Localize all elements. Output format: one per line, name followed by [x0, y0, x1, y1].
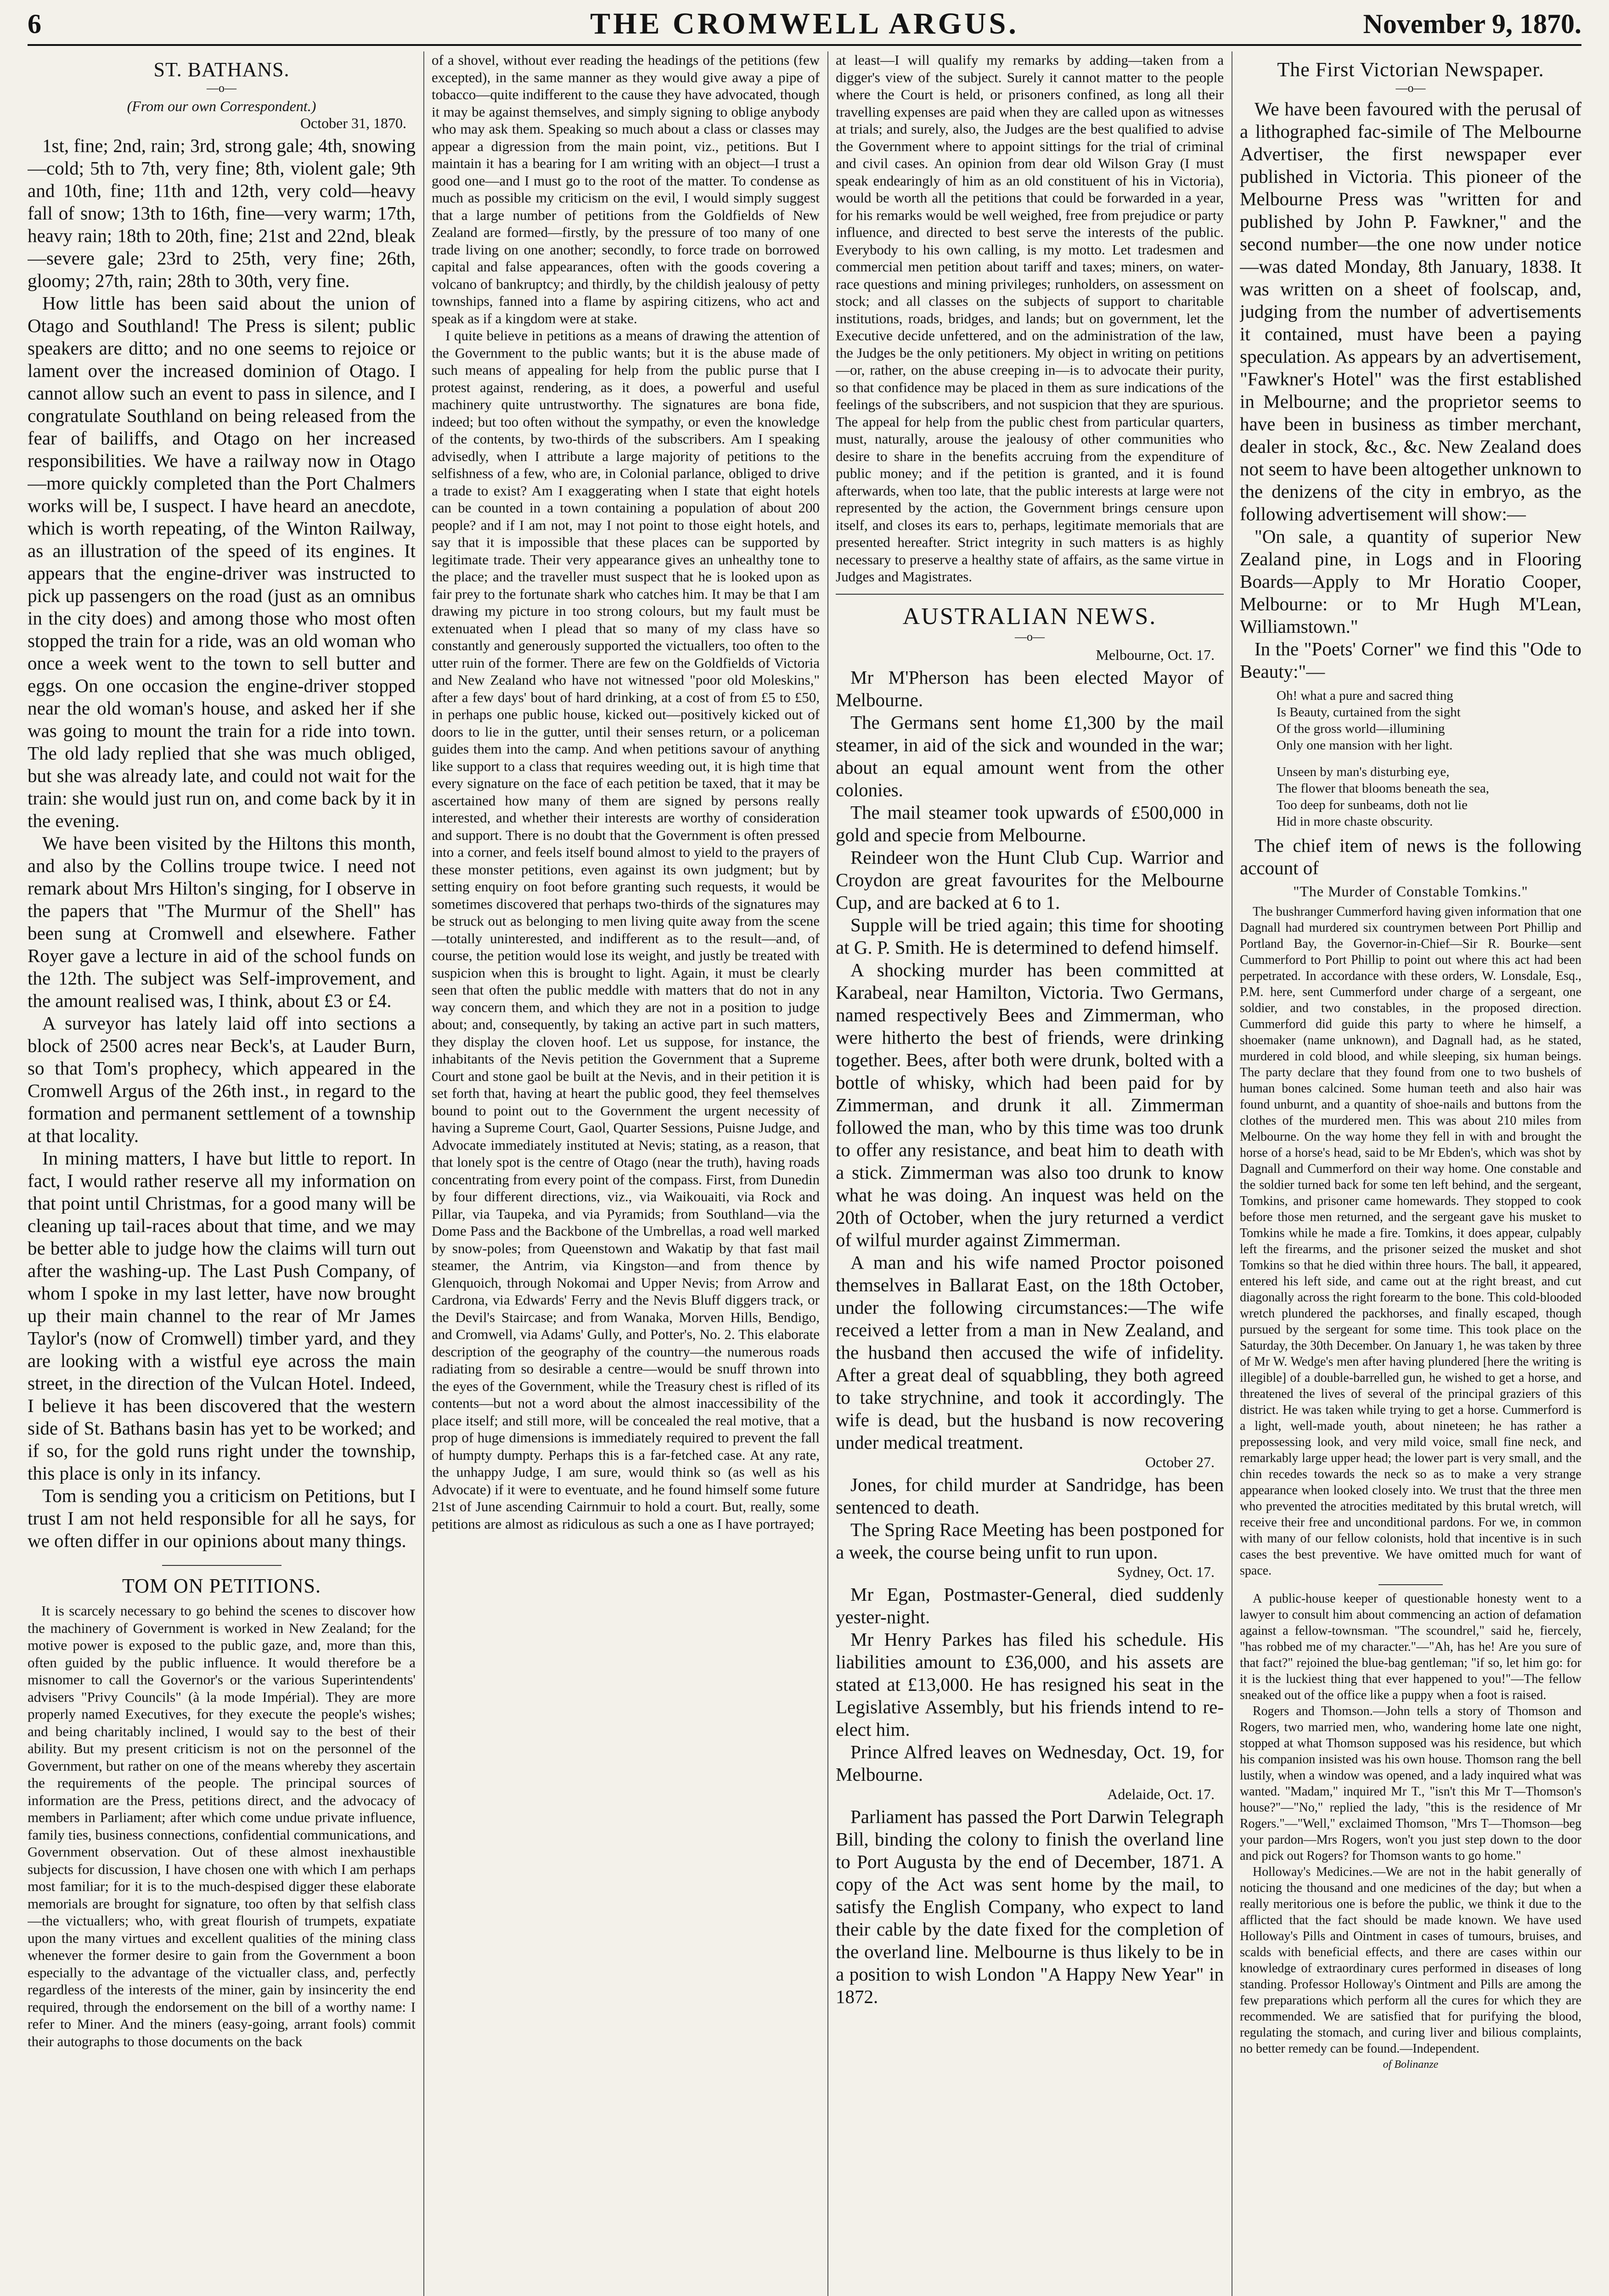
page-number: 6 — [28, 9, 41, 39]
paragraph: 1st, fine; 2nd, rain; 3rd, strong gale; 4th, snowing—cold; 5th to 7th, very fine; 8th, violent gale; 9th and 10th, fine; 11th and 12th, very cold—heavy fall of snow; 13th to 16th, fine—very warm; 17th, heavy rain; 18th to 20th, fine; 21st and 22nd, bleak—severe gale; 23rd to 25th, very fine; 26th, gloomy; 27th, rain; 28th to 30th, very fine. — [28, 135, 416, 291]
news-item: Parliament has passed the Port Darwin Telegraph Bill, binding the colony to finish the overland line to Port Augusta by the end of December, 1871. A copy of the Act was sent home by the mail, to satisfy the English Company, who expect to land their cable by the date fixed for the completion of the overland line. Melbourne is thus likely to be in a position to wish London "A Happy New Year" in 1872. — [836, 1806, 1224, 2007]
column-2 — [432, 51, 820, 2296]
news-item: Supple will be tried again; this time for shooting at G. P. Smith. He is determined to defend himself. — [836, 914, 1224, 958]
poem — [1277, 687, 1581, 830]
article-heading-st-bathans: ST. BATHANS. — [153, 58, 290, 81]
dateline: Adelaide, Oct. 17. — [1107, 1785, 1215, 1802]
news-item: The Germans sent home £1,300 by the mail steamer, in aid of the sick and wounded in the war; about an equal amount went from the other colonies. — [836, 711, 1224, 800]
poem-line: Of the gross world—illumining — [1277, 721, 1445, 736]
news-item: Mr Egan, Postmaster-General, died suddenly yester-night. — [836, 1583, 1224, 1627]
news-item: The Spring Race Meeting has been postponed for a week, the course being unfit to run upon. — [836, 1519, 1224, 1563]
paragraph: A public-house keeper of questionable honesty went to a lawyer to consult him about commencing an action of defamation against a fellow-townsman. "The scoundrel," said he, fiercely, "has robbed me of my character."—"Ah, has he! Are you sure of that fact?" rejoined the blue-bag gentleman; "if so, let him go: for it is the luckiest thing that ever happened to you!"—The fellow sneaked out of the office like a puppy when a foot is raised. — [1240, 1592, 1581, 1702]
poem-line: Oh! what a pure and sacred thing — [1277, 688, 1453, 703]
paragraph: of a shovel, without ever reading the headings of the petitions (few excepted), in the same manner as they would give away a pipe of tobacco—quite indifferent to the cause they have advocated, though it may be against themselves, and simply signing to oblige anybody who may ask them. Speaking so much about a class or classes may appear a digression from the main point, viz., petitions. But I maintain it has a bearing for I am writing with an object—I trust a good one—and I must go to the root of the matter. To condense as much as possible my criticism on the evil, I would simply suggest that a large number of petitions from the Goldfields of New Zealand are formed—firstly, by the pressure of too many of one trade living on one another; secondly, to force trade on borrowed capital and false appearances, often with the goods covering a volcano of bankruptcy; and thirdly, by the childish jealousy of petty townships, fanned into a flame by aspiring citizens, who act and speak as if a kingdom were at stake. — [432, 52, 820, 326]
heading-ornament: —o— — [1015, 630, 1045, 643]
paragraph: Rogers and Thomson.—John tells a story of Thomson and Rogers, two married men, who, wandering home late one night, stopped at what Thomson supposed was his residence, but which his companion insisted was his own house. Thomson rang the bell lustily, when a window was opened, and a lady inquired what was wanted. "Madam," inquired Mr T., "isn't this Mr T—Thomson's house?"—"No," replied the lady, "this is the residence of Mr Rogers."—"Well," exclaimed Thomson, "Mrs T—Thomson—beg your pardon—Mrs Rogers, won't you just step down to the door and pick out Rogers? for Thomson wants to go home." — [1240, 1704, 1581, 1863]
paragraph: The bushranger Cummerford having given information that one Dagnall had murdered six countrymen between Port Phillip and Portland Bay, the Governor-in-Chief—Sir R. Bourke—sent Cummerford to Port Phillip to point out where this act had been perpetrated. In accordance with these orders, W. Lonsdale, Esq., P.M. here, sent Cummerford under charge of a sergeant, one soldier, and two constables, in the proposed direction. Cummerford did guide this party to where he himself, a shoemaker (name unknown), and Dagnall had, as he stated, murdered in cold blood, and while sleeping, six human beings. The party declare that they found from one to two bushels of human bones calcined. Some human teeth and also hair was found unburnt, and a quantity of shoe-nails and buttons from the clothes of the murdered men. This was about 210 miles from Melbourne. On the way home they fell in with and brought the horse of a horse's head, said to be Mr Ebden's, which was shot by Dagnall and Cummerford on their way home. One constable and the soldier turned back for some ten left behind, and the sergeant, Tomkins, and prisoner came homewards. They stopped to cook before those men returned, and the sergeant gave his musket to Tomkins while he made a fire. Tomkins, it does appear, culpably left the firearms, and the prisoner seized the musket and shot Tomkins so that he died within three hours. The ball, it appeared, entered his left side, and came out at the right breast, and cut diagonally across the right forearm to the bone. This cold-blooded wretch plundered the packhorses, and finally escaped, though pursued by the sergeant for some time. This took place on the Saturday, the 30th December. On January 1, he was taken by three of Mr W. Wedge's men after having plundered [here the writing is illegible] of a double-barrelled gun, he wished to get a horse, and threatened the lives of several of the principal graziers of this district. He was taken while trying to get a horse. Cummerford is a light, well-made youth, about nineteen; he has rather a prepossessing look, and very mild voice, small fine neck, and remarkably large upper head; the lower part is very small, and the chin recedes towards the neck so as to make a very strange appearance when looked closely into. We trust that the three men who prevented the atrocities meditated by this brutal wretch, will receive their free and unconditional pardons. For we, in common with many of our fellow colonists, hold that incentive is in such cases the best preventive. We have omitted much for want of space. — [1240, 905, 1581, 1578]
paragraph: The chief item of news is the following account of — [1240, 835, 1581, 878]
dateline: October 27. — [1145, 1453, 1215, 1470]
column-4 — [1240, 51, 1581, 2296]
article-heading-tom-on-petitions: TOM ON PETITIONS. — [122, 1575, 321, 1597]
article-heading-first-victorian-newspaper: The First Victorian Newspaper. — [1277, 58, 1544, 81]
section-divider — [836, 594, 1224, 595]
news-item: Prince Alfred leaves on Wednesday, Oct. 19, for Melbourne. — [836, 1741, 1224, 1785]
paragraph: Holloway's Medicines.—We are not in the habit generally of noticing the thousand and one medicines of the day; but when a really meritorious one is before the public, we think it due to the afflicted that the fact should be made known. We have used Holloway's Pills and Ointment in cases of tumours, bruises, and scalds with beneficial effects, and there are cases within our knowledge of extraordinary cures performed in diseases of long standing. Professor Holloway's Ointment and Pills are among the few preparations which perform all the cures for which they are recommended. We are satisfied that for purifying the blood, regulating the stomach, and curing liver and bilious complaints, no better remedy can be found.—Independent. — [1240, 1865, 1581, 2056]
masthead — [28, 5, 1581, 46]
footer-scrap: of Bolinanze — [1383, 2059, 1439, 2071]
news-item: A shocking murder has been committed at Karabeal, near Hamilton, Victoria. Two Germans, named respectively Bees and Zimmerman, who were hitherto the best of friends, were drinking together. Bees, after both were drunk, bolted with a bottle of whisky, which had been paid for by Zimmerman, and drunk it all. Zimmerman followed the man, who by this time was too drunk to offer any resistance, and beat him to death with a stick. Zimmerman was also too drunk to know what he was doing. An inquest was held on the 20th of October, when the jury returned a verdict of wilful murder against Zimmerman. — [836, 959, 1224, 1250]
paragraph: We have been favoured with the perusal of a lithographed fac-simile of The Melbourne Advertiser, the first newspaper ever published in Victoria. This pioneer of the Melbourne Press was "written for and published by John P. Fawkner," and the second number—the one now under notice—was dated Monday, 8th January, 1838. It was written on a sheet of foolscap, and, judging from the number of advertisements it contained, must have been a paying speculation. As appears by an advertisement, "Fawkner's Hotel" was the first established in Melbourne; and the proprietor seems to have been in business as timber merchant, dealer in stock, &c., &c. New Zealand does not seem to have been altogether unknown to the denizens of the city in embryo, as the following advertisement will show:— — [1240, 98, 1581, 524]
paragraph: Tom is sending you a criticism on Petitions, but I trust I am not held responsible for all he says, for we often differ in our opinions about many things. — [28, 1485, 416, 1551]
poem-line: Too deep for sunbeams, doth not lie — [1277, 798, 1468, 812]
news-item: Reindeer won the Hunt Club Cup. Warrior and Croydon are great favourites for the Melbourne Cup, and are backed at 6 to 1. — [836, 846, 1224, 913]
paragraph: In the "Poets' Corner" we find this "Ode to Beauty:"— — [1240, 638, 1581, 682]
poem-line: Only one mansion with her light. — [1277, 738, 1453, 753]
issue-date: November 9, 1870. — [1363, 9, 1581, 39]
poem-line: Unseen by man's disturbing eye, — [1277, 765, 1450, 779]
section-divider — [162, 1565, 281, 1566]
paragraph: We have been visited by the Hiltons this month, and also by the Collins troupe twice. I need not remark about Mrs Hilton's singing, for I observe in the papers that "The Murmur of the Shell" has been sung at Cromwell and elsewhere. Father Royer gave a lecture in aid of the school funds on the 12th. The subject was Self-improvement, and the amount realised was, I think, about £3 or £4. — [28, 833, 416, 1011]
article-heading-australian-news: AUSTRALIAN NEWS. — [902, 603, 1157, 630]
news-item: A man and his wife named Proctor poisoned themselves in Ballarat East, on the 18th October, under the following circumstances:—The wife received a letter from a man in New Zealand, and the husband then accused the wife of infidelity. After a great deal of squabbling, they both agreed to take strychnine, and took it accordingly. The wife is dead, but the husband is now recovering under medical treatment. — [836, 1251, 1224, 1453]
paragraph: How little has been said about the union of Otago and Southland! The Press is silent; public speakers are ditto; and no one seems to rejoice or lament over the increased dominion of Otago. I cannot allow such an event to pass in silence, and I congratulate Southland on being released from the fear of bailiffs, and Otago on her increased responsibilities. We have a railway now in Otago—more quickly completed than the Port Chalmers works will be, I suspect. I have heard an anecdote, which is worth repeating, of the Winton Railway, as an illustration of the speed of its engines. It appears that the engine-driver was instructed to pick up passengers on the road (just as an omnibus in the city does) and among those who most often stopped the train for a ride, was an old woman who once a week went to the town to sell butter and eggs. On one occasion the engine-driver stopped near the old woman's house, and asked her if she was going to mount the train for a ride into town. The old lady replied that she was much obliged, but she was already late, and could not wait for the train: she would just run on, and come back by it in the evening. — [28, 293, 416, 831]
poem-line: Hid in more chaste obscurity. — [1277, 814, 1433, 829]
poem-line: Is Beauty, curtained from the sight — [1277, 705, 1461, 720]
dateline: Melbourne, Oct. 17. — [1096, 646, 1215, 663]
column-rule — [827, 51, 828, 2296]
subheading: "The Murder of Constable Tomkins." — [1293, 883, 1528, 900]
section-divider — [1378, 1584, 1443, 1585]
heading-ornament: —o— — [207, 81, 236, 95]
paragraph: A surveyor has lately laid off into sections a block of 2500 acres near Beck's, at Lauder Burn, so that Tom's prophecy, which appeared in the Cromwell Argus of the 26th inst., in regard to the formation and permanent settlement of a township at that locality. — [28, 1013, 416, 1146]
columns — [28, 51, 1581, 2296]
paragraph: It is scarcely necessary to go behind the scenes to discover how the machinery of Government is worked in New Zealand; for the motive power is exposed to the public gaze, and, more than this, often guided by the public influence. It would therefore be a misnomer to call the Governor's or the various Superintendents' advisers "Privy Councils" (à la mode Impérial). They are more properly named Executives, for they execute the people's wishes; and being charitably inclined, I would say to the best of their ability. But my present criticism is not on the personnel of the Government, but rather on one of the means whereby they ascertain the requirements of the people. The principal sources of information are the Press, petitions direct, and the advocacy of members in Parliament; after which come undue private influence, family ties, business connections, confidential communications, and Government observation. Out of these almost inexhaustible subjects for discussion, I have chosen one with which I am perhaps most familiar; for it is to the much-despised digger these elaborate memorials are brought for signature, too often by that selfish class—the victuallers; who, with great flourish of trumpets, expatiate upon the many virtues and excellent qualities of the mining class whenever the former desire to gain from the Government a boon especially to the advantage of the victualler class, and, perfectly regardless of the interests of the miner, gain by insincerity the end required, through the endorsement on the bill of a worthy name: I refer to Miner. And the miners (easy-going, arrant fools) commit their autographs to those documents on the back — [28, 1603, 416, 2049]
stanza-break — [1277, 754, 1581, 764]
column-rule — [423, 51, 424, 2296]
dateline: October 31, 1870. — [300, 115, 406, 131]
advertisement-quote: "On sale, a quantity of superior New Zealand pine, in Logs and in Flooring Boards—Apply to Mr Horatio Cooper, Melbourne: or to Mr Hugh M'Lean, Williamstown." — [1240, 526, 1581, 637]
paragraph: at least—I will qualify my remarks by adding—taken from a digger's view of the subject. Surely it cannot matter to the people where the Court is held, or prisoners confined, as long all their travelling expenses are paid when they are called upon as witnesses at trials; and surely, also, the Judges are the best qualified to advise the Government where to appoint sittings for the trial of criminal and civil cases. An opinion from dear old Wilson Gray (I must speak endearingly of him as an old constituent of his in Victoria), would be worth all the petitions that could be forwarded in a year, for his remarks would be well weighed, free from prejudice or party influence, and directed to best serve the interests of the public. Everybody to his own calling, is my motto. Let tradesmen and commercial men petition about tariff and taxes; miners, on water-race questions and mining privileges; runholders, on assessment on stock; and all classes on the subjects of support to charitable institutions, roads, bridges, and lands; but on government, let the Executive decide unfettered, and on the administration of the law, the Judges be the only petitioners. My object in writing on petitions—or, rather, on the abuse creeping in—is to advocate their purity, so that confidence may be placed in them as sure indications of the feelings of the subscribers, and not suspicion that they are spurious. The appeal for help from the public chest from particular quarters, must, naturally, arouse the jealousy of other communities who desire to share in the benefits accruing from the expenditure of public money; and if the petition is granted, and it is found afterwards, when too late, that the public interests at large were not represented by the action, the Government brings censure upon itself, and closes its ears to, perhaps, legitimate memorials that are presented hereafter. Strict integrity in such matters is as highly necessary to preserve a healthy state of affairs, as the same virtue in Judges and Magistrates. — [836, 52, 1224, 585]
paragraph: In mining matters, I have but little to report. In fact, I would rather reserve all my information on that point until Christmas, for a good many will be cleaning up tail-races about that time, and we may be better able to judge how the claims will turn out after the washing-up. The Last Push Company, of whom I spoke in my last letter, have now brought up their main channel to the rear of Mr James Taylor's (now of Cromwell) timber yard, and they are looking with a wistful eye across the main street, in the direction of the Vulcan Hotel. Indeed, I believe it has been discovered that the western side of St. Bathans basin has yet to be worked; and if so, for the gold runs right under the township, this place is only in its infancy. — [28, 1148, 416, 1484]
column-1 — [28, 51, 416, 2296]
paragraph: I quite believe in petitions as a means of drawing the attention of the Government to the public wants; but it is the abuse made of such means of appealing for help from the public purse that I protest against, rendering, as it does, a powerful and useful machinery quite untrustworthy. The signatures are bona fide, indeed; but too often without the sympathy, or even the knowledge of the contents, by two-thirds of the subscribers. Am I speaking advisedly, when I attribute a large majority of petitions to the selfishness of a few, who are, in Colonial parlance, obliged to drive a trade to exist? Am I exaggerating when I state that eight hotels can be counted in a town containing a population of about 200 people? and if I am not, may I not point to those eight hotels, and say that it is impossible that these places can be supported by legitimate trade. Their very appearance gives an unhealthy tone to the place; and the traveller must suspect that he is looked upon as fair prey to the fortunate shark who catches him. It may be that I am drawing my picture in too strong colours, but my fault must be extenuated when I plead that so many of my class have so constantly and generously supported the victuallers, too often to the utter ruin of the former. There are few on the Goldfields of Victoria and New Zealand who have not witnessed "poor old Moleskins," after a few days' bout of hard drinking, at a cost of from £5 to £50, in perhaps one public house, kicked out—positively kicked out of doors to lie in the gutter, until their senses return, or a policeman guides them into the camp. And when petitions savour of anything like support to a class that requires weeding out, it is high time that every signature on the face of each petition be taxed, that it may be ascertained how many of them are signed by persons really interested, and whether their interests are worthy of consideration and support. There is no doubt that the Government is often pressed into a corner, and feels itself bound almost to yield to the prayers of these monster petitions, even against its own judgment; but by setting enquiry on foot before granting such requests, it would be sometimes discovered that perhaps two-thirds of the signatures may be struck out as belonging to men living quite away from the scene—totally uninterested, and indifferent as to the result—and, of course, the petition would lose its weight, and justly be treated with suspicion when this is brought to light. Again, it must be clearly seen that often the public meddle with matters that do not in any way concern them, and which they are not in a position to judge about; and, consequently, by taking an active part in such matters, they display the cloven hoof. Let us suppose, for instance, the inhabitants of the Nevis petition the Government that a Supreme Court and stone gaol be built at the Nevis, and in their petition it is set forth that, having at heart the public good, they feel themselves bound to point out to the Government the urgent necessity of having a Supreme Court, Gaol, Quarter Sessions, Puisne Judge, and Advocate immediately instituted at Nevis; stating, as a reason, that that lonely spot is the centre of Otago (near the truth), having roads concentrating from every point of the compass. First, from Dunedin by four different directions, viz., via Waikouaiti, via Rock and Pillar, via Taupeka, and via Pyramids; from Southland—via the Dome Pass and the Backbone of the Umbrellas, a road well marked by snow-poles; from Queenstown and Wakatip by that fast mail steamer, the Antrim, via Kingston—and from thence by Glenquoich, through Nokomai and Upper Nevis; from Arrow and Cardrona, via Edwards' Ferry and the Nevis Bluff diggers track, or the Devil's Staircase; and from Wanaka, Morven Hills, Bendigo, and Cromwell, via Adams' Gully, and Potter's, No. 2. This elaborate description of the geography of the country—the numerous roads radiating from so desirable a centre—would be snuff thrown into the eyes of the Government, while the Treasury chest is rifled of its contents—but not a word about the almost inaccessibility of the place itself; and still more, will be concealed the real motive, that a prop of huge dimensions is immediately required to prevent the fall of humpty dumpty. Perhaps this is a far-fetched case. At any rate, the unhappy Judge, I am sure, would think so (as well as his Advocate) if it were to eventuate, and he found himself some future 21st of June ascending Cairnmuir to hold a court. But, really, some petitions are almost as ridiculous as such a one as I have portrayed; — [432, 327, 820, 1532]
dateline: Sydney, Oct. 17. — [1117, 1563, 1215, 1580]
news-item: Jones, for child murder at Sandridge, has been sentenced to death. — [836, 1474, 1224, 1518]
newspaper-title: THE CROMWELL ARGUS. — [590, 7, 1019, 40]
poem-line: The flower that blooms beneath the sea, — [1277, 781, 1490, 796]
news-item: Mr Henry Parkes has filed his schedule. His liabilities amount to £36,000, and his assets are stated at £13,000. He has resigned his seat in the Legislative Assembly, but his friends intend to re-elect him. — [836, 1628, 1224, 1740]
heading-ornament: —o— — [1395, 81, 1426, 95]
news-item: The mail steamer took upwards of £500,000 in gold and specie from Melbourne. — [836, 801, 1224, 845]
news-item: Mr M'Pherson has been elected Mayor of Melbourne. — [836, 666, 1224, 710]
column-3 — [836, 51, 1224, 2296]
byline: (From our own Correspondent.) — [127, 98, 316, 114]
